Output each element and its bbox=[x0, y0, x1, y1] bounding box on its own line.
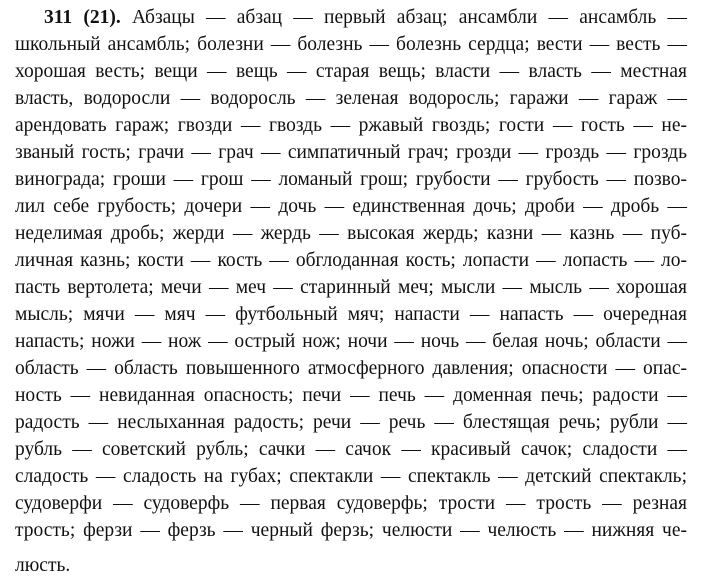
text-line: школьный ансамбль; болезни — болезнь — болезнь сердца; вести — весть — bbox=[15, 34, 687, 55]
text-line: радость — неслыханная радость; речи — речь — блестящая речь; рубли — bbox=[15, 412, 687, 433]
text-line: 311 (21). Абзацы — абзац — первый абзац; ансамбли — ансамбль — bbox=[44, 7, 687, 28]
text-line: званый гость; грачи — грач — симпатичный грач; грозди — гроздь — гроздь bbox=[15, 142, 687, 163]
text-line: трость; ферзи — ферзь — черный ферзь; челюсти — челюсть — нижняя че- bbox=[15, 520, 687, 541]
text-line: хорошая весть; вещи — вещь — старая вещь; власти — власть — местная bbox=[15, 61, 687, 82]
text-line: рубль — советский рубль; сачки — сачок — красивый сачок; сладости — bbox=[15, 439, 687, 460]
exercise-number: 311 (21). bbox=[44, 7, 121, 28]
text-line: напасть; ножи — нож — острый нож; ночи — ночь — белая ночь; области — bbox=[15, 331, 687, 352]
text-line: мысль; мячи — мяч — футбольный мяч; напасти — напасть — очередная bbox=[15, 304, 687, 325]
text-line: область — область повышенного атмосферного давления; опасности — опас- bbox=[15, 358, 687, 379]
text-line: люсть. bbox=[15, 555, 71, 576]
text-line: сладость — сладость на губах; спектакли — спектакль — детский спектакль; bbox=[15, 466, 687, 487]
text-line: пасть вертолета; мечи — меч — старинный меч; мысли — мысль — хорошая bbox=[15, 277, 687, 298]
text-line: ность — невиданная опасность; печи — печь — доменная печь; радости — bbox=[15, 385, 687, 406]
text-line: личная казнь; кости — кость — обглоданная кость; лопасти — лопасть — ло- bbox=[15, 250, 687, 271]
text-line: судоверфи — судоверфь — первая судоверфь; трости — трость — резная bbox=[15, 493, 687, 514]
text-line: лил себе грубость; дочери — дочь — единственная дочь; дроби — дробь — bbox=[15, 196, 687, 217]
text-line: власть, водоросли — водоросль — зеленая водоросль; гаражи — гараж — bbox=[15, 88, 687, 109]
text-line: неделимая дробь; жерди — жердь — высокая жердь; казни — казнь — пуб- bbox=[15, 223, 687, 244]
text-line: винограда; гроши — грош — ломаный грош; грубости — грубость — позво- bbox=[15, 169, 687, 190]
text-line: арендовать гараж; гвозди — гвоздь — ржавый гвоздь; гости — гость — не- bbox=[15, 115, 687, 136]
